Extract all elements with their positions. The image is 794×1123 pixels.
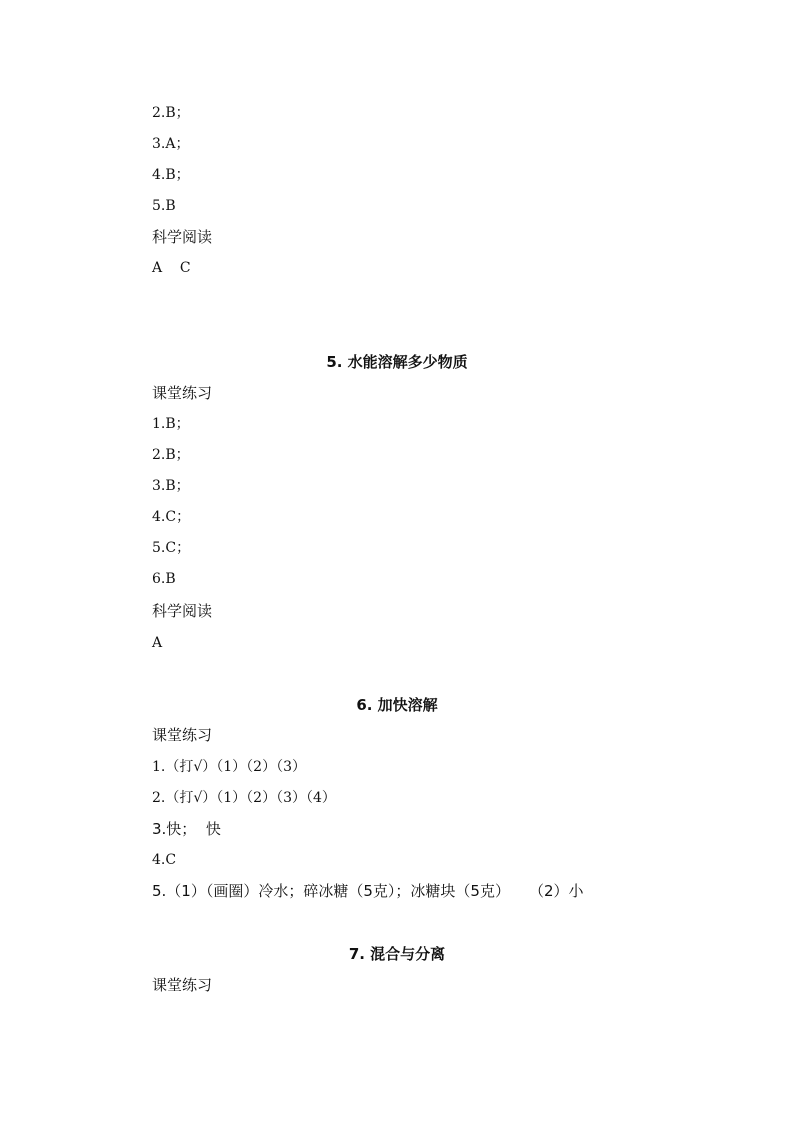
practice-label: 课堂练习	[152, 726, 213, 744]
answer-line: 2.（打√）（1）（2）（3）（4）	[152, 790, 336, 806]
answer-line: 5.B	[152, 198, 176, 214]
section-title: 5. 水能溶解多少物质	[326, 353, 468, 371]
answer-line: 2.B；	[152, 105, 190, 121]
reading-answer: A	[152, 635, 163, 651]
answer-line: 4.C；	[152, 509, 191, 525]
reading-answer: A C	[152, 260, 191, 276]
answer-line: 5.C；	[152, 540, 191, 556]
reading-label: 科学阅读	[152, 602, 213, 620]
answer-line: 1.B；	[152, 416, 190, 432]
answer-line: 2.B；	[152, 447, 190, 463]
section-title: 7. 混合与分离	[348, 945, 446, 963]
reading-label: 科学阅读	[152, 228, 213, 246]
answer-line: 4.C	[152, 852, 177, 868]
answer-line: 5.（1）（画圈）冷水；碎冰糖（5克）；冰糖块（5克） （2）小	[152, 882, 584, 900]
practice-label: 课堂练习	[152, 976, 213, 994]
answer-line: 6.B	[152, 571, 176, 587]
answer-line: 3.B；	[152, 478, 190, 494]
answer-line: 1.（打√）（1）（2）（3）	[152, 759, 306, 775]
answer-line: 3.A；	[152, 136, 190, 152]
answer-line: 4.B；	[152, 167, 190, 183]
practice-label: 课堂练习	[152, 384, 213, 402]
answer-line: 3.快； 快	[152, 820, 221, 838]
section-title: 6. 加快溶解	[356, 696, 438, 714]
